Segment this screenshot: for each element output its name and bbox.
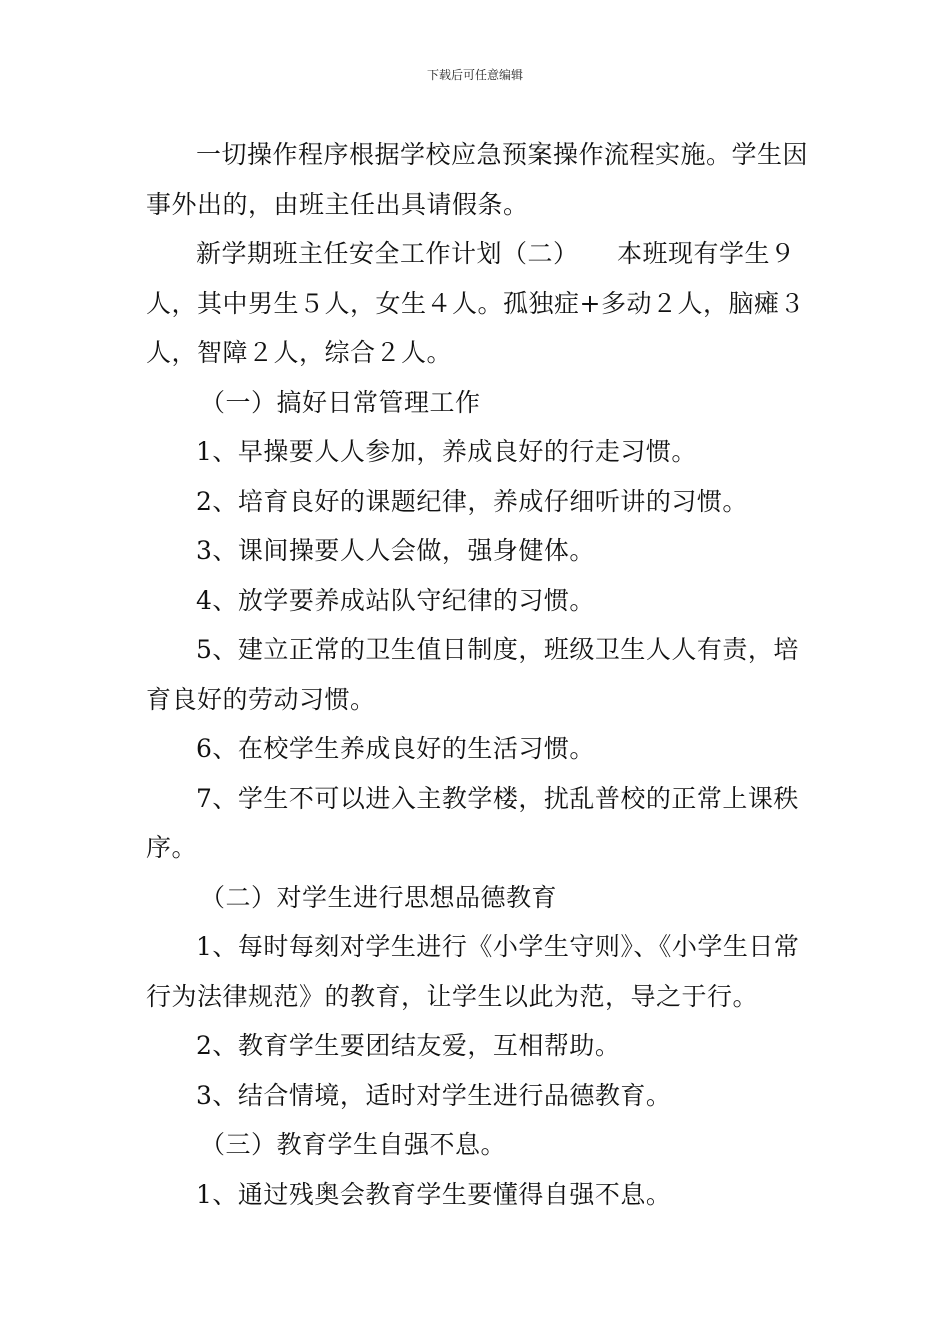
document-body xyxy=(146,130,808,1219)
list-item-situational-education: 3、结合情境，适时对学生进行品德教育。 xyxy=(196,1080,672,1110)
list-item-paralympics: 1、通过残奥会教育学生要懂得自强不息。 xyxy=(196,1179,672,1209)
list-item-building-rule: 7、学生不可以进入主教学楼，扰乱普校的正常上课秩序。 xyxy=(146,783,799,862)
list-item-morning-exercise: 1、早操要人人参加，养成良好的行走习惯。 xyxy=(196,437,697,466)
section-heading-daily-management: （一）搞好日常管理工作 xyxy=(200,387,481,417)
page-header-note: 下载后可任意编辑 xyxy=(426,68,523,82)
paragraph-procedure: 一切操作程序根据学校应急预案操作流程实施。学生因事外出的，由班主任出具请假条。 xyxy=(146,140,809,219)
list-item-dismissal-lineup: 4、放学要养成站队守纪律的习惯。 xyxy=(196,585,595,615)
section-heading-self-improvement: （三）教育学生自强不息。 xyxy=(200,1130,507,1159)
paragraph-plan-title-class-info: 新学期班主任安全工作计划（二） 本班现有学生９人，其中男生５人，女生４人。孤独症+多动２人，脑瘫３人，智障２人，综合２人。 xyxy=(146,239,805,367)
list-item-living-habits: 6、在校学生养成良好的生活习惯。 xyxy=(196,734,595,763)
list-item-hygiene-duty: 5、建立正常的卫生值日制度，班级卫生人人有责，培育良好的劳动习惯。 xyxy=(146,635,799,714)
list-item-unity: 2、教育学生要团结友爱，互相帮助。 xyxy=(196,1031,621,1060)
section-heading-moral-education: （二）对学生进行思想品德教育 xyxy=(200,882,558,912)
list-item-break-exercise: 3、课间操要人人会做，强身健体。 xyxy=(196,536,595,565)
list-item-code-of-conduct: 1、每时每刻对学生进行《小学生守则》、《小学生日常行为法律规范》的教育，让学生以此为范，导之于行。 xyxy=(146,932,800,1011)
list-item-class-discipline: 2、培育良好的课题纪律，养成仔细听讲的习惯。 xyxy=(196,486,748,516)
